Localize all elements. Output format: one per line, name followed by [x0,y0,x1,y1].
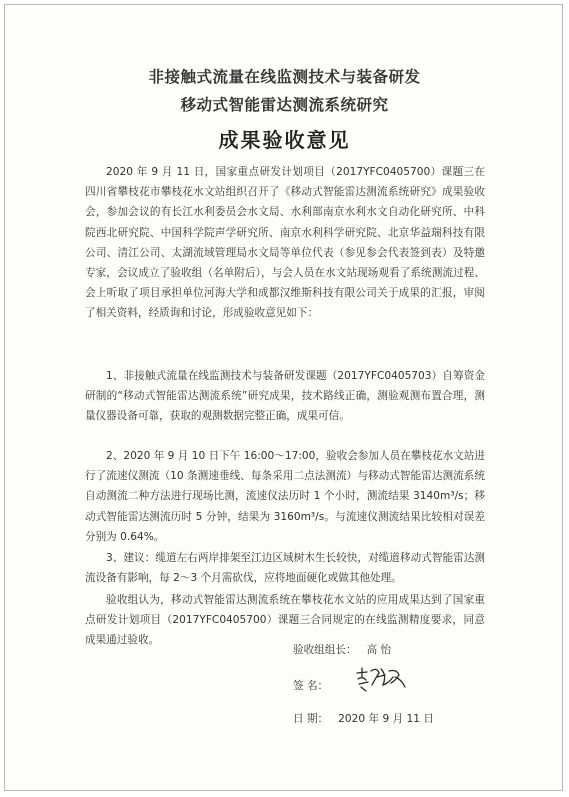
handwritten-signature [353,663,409,693]
leader-row [293,642,391,657]
date-label: 日 期： [293,713,329,725]
paragraph-item-1: 1、非接触式流量在线监测技术与装备研发课题（2017YFC0405703）自筹资金研制的“移动式智能雷达测流系统”研究成果，技术路线正确，测验观测布置合理，测量仪器设备可靠，获取的观测数据完整正确，成果可信。 [85,370,485,423]
document-title-main: 成果验收意见 [218,128,351,152]
paragraph-item-3: 3、建议：缆道左右两岸排架至江边区域树木生长较快，对缆道移动式智能雷达测流设备有影响，每 2～3 个月需砍伐，应将地面硬化或做其他处理。 [85,552,485,585]
leader-label: 验收组组长： [293,644,357,656]
document-title-line-2: 移动式智能雷达测流系统研究 [180,96,389,114]
date-row [293,711,434,726]
paragraph-intro: 2020 年 9 月 11 日，国家重点研发计划项目（2017YFC0405700）课题三在四川省攀枝花市攀枝花水文站组织召开了《移动式智能雷达测流系统研究》成果验收会，参加会议的有长江水利委员会水文局、水利部南京水利水文自动化研究所、中科院西北研究院、中国科学院声学研究所、南京水利科学研究院、北京华益瑞科技有限公司、清江公司、太湖流域管理局水文局等单位代表（参见参会代表签到表）及特邀专家，会议成立了验收组（名单附后），与会人员在水文站现场观看了系统测流过程、会上听取了项目承担单位河海大学和成都汉维斯科技有限公司关于成果的汇报，审阅了相关资料，经质询和讨论，形成验收意见如下： [85,166,485,320]
paragraph-item-2: 2、2020 年 9 月 10 日下午 16:00～17:00，验收会参加人员在攀枝花水文站进行了流速仪测流（10 条测速垂线、每条采用二点法测流）与移动式智能雷达测流系统自动测流二种方法进行现场比测，流速仪法历时 1 个小时，测流结果 3140m³/s；移动式智能雷达测流历时 5 分钟，结果为 3160m³/s。与流速仪测流结果比较相对误差分别为 0.64%。 [85,450,485,543]
paragraph-conclusion: 验收组认为，移动式智能雷达测流系统在攀枝花水文站的应用成果达到了国家重点研发计划项目（2017YFC0405700）课题三合同规定的在线监测精度要求，同意成果通过验收。 [85,594,485,647]
leader-name: 高 怡 [366,644,392,656]
document-page [4,4,563,791]
document-title-line-1: 非接触式流量在线监测技术与装备研发 [148,68,421,86]
signature-row [293,678,328,693]
signature-label: 签 名： [293,680,329,692]
date-value: 2020 年 9 月 11 日 [338,713,434,725]
